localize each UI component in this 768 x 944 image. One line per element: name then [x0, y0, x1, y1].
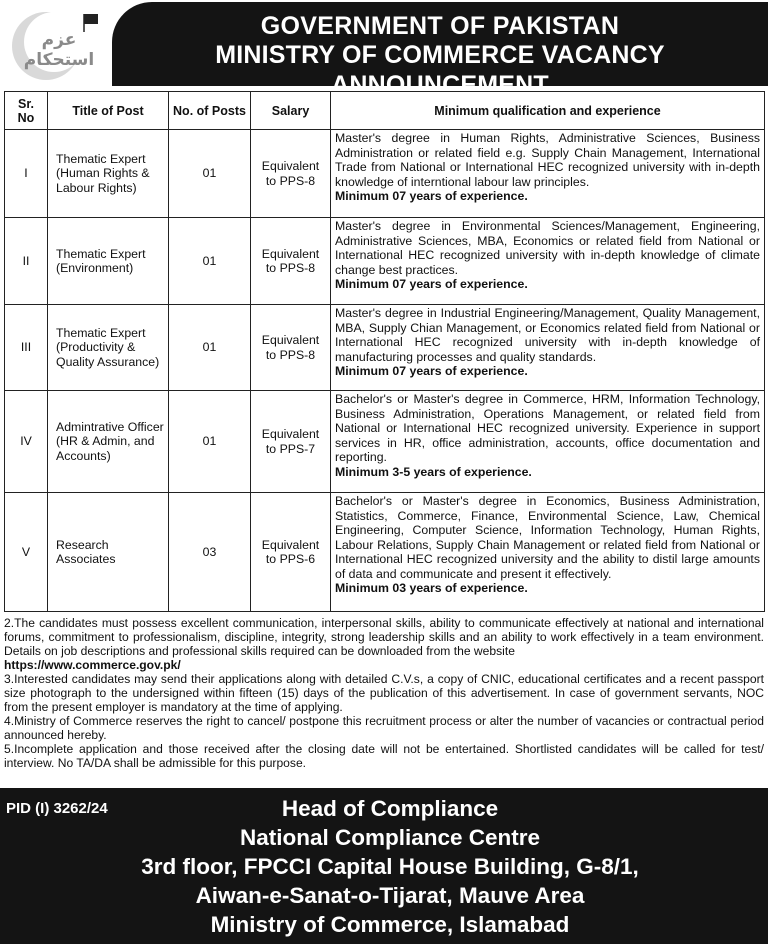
note-5: 5.Incomplete application and those received after the closing date will not be entertained. Shortlisted candidates will be called for test/ interview. No TA/DA shall be admissible for this purpose.	[4, 742, 764, 770]
vacancy-table	[4, 91, 765, 612]
address-line: Aiwan-e-Sanat-o-Tijarat, Mauve Area	[195, 883, 585, 908]
azm-e-istehkam-logo	[6, 4, 106, 84]
qualification-text: Master's degree in Human Rights, Administrative Sciences, Business Administration or related field e.g. Supply Chain Management, International Trade from National or International HEC recognized university with in-depth knowledge of interntional labour law principles.	[335, 131, 760, 189]
address-line: Ministry of Commerce, Islamabad	[210, 912, 570, 937]
row-salary: Equivalent to PPS-8	[251, 305, 331, 391]
experience-text: Minimum 07 years of experience.	[335, 189, 528, 203]
col-header-qualification: Minimum qualification and experience	[331, 92, 765, 130]
row-salary: Equivalent to PPS-8	[251, 218, 331, 305]
website-link[interactable]: https://www.commerce.gov.pk/	[4, 658, 181, 672]
experience-text: Minimum 07 years of experience.	[335, 277, 528, 291]
col-header-posts: No. of Posts	[169, 92, 251, 130]
footer-banner	[0, 788, 768, 944]
row-posts: 01	[169, 130, 251, 218]
notes-section	[4, 616, 764, 770]
row-sr: V	[5, 493, 48, 612]
note-2-text: 2.The candidates must possess excellent communication, interpersonal skills, ability to communicate effectively at national and international forums, commitment to professionalism, discipline, integrity, strong leadership skills and an ability to work effectively in a team environment. Details on job descriptions and professional skills required can be downloaded from the website	[4, 616, 764, 658]
row-salary: Equivalent to PPS-7	[251, 391, 331, 493]
experience-text: Minimum 07 years of experience.	[335, 364, 528, 378]
row-title: Admintrative Officer (HR & Admin, and Accounts)	[48, 391, 169, 493]
col-header-sr: Sr. No	[5, 92, 48, 130]
row-salary: Equivalent to PPS-6	[251, 493, 331, 612]
pid-number: PID (I) 3262/24	[6, 800, 108, 817]
experience-text: Minimum 03 years of experience.	[335, 581, 528, 595]
row-title: Thematic Expert (Environment)	[48, 218, 169, 305]
row-sr: IV	[5, 391, 48, 493]
row-posts: 01	[169, 391, 251, 493]
note-2	[4, 616, 764, 672]
col-header-salary: Salary	[251, 92, 331, 130]
note-4: 4.Ministry of Commerce reserves the right to cancel/ postpone this recruitment process or alter the number of vacancies or contractual period announced hereby.	[4, 714, 764, 742]
qualification-text: Bachelor's or Master's degree in Economics, Business Administration, Statistics, Commerce, Finance, Environmental Science, Law, Chemical Engineering, Computer Science, Information Technology, Human Rights, Labour Relations, Supply Chain Management or related field from National or International HEC recognized university and the ability to distil large amounts of data and communicate and present it effectively.	[335, 494, 760, 581]
row-posts: 01	[169, 218, 251, 305]
table-row	[5, 130, 765, 218]
col-header-title: Title of Post	[48, 92, 169, 130]
row-salary: Equivalent to PPS-8	[251, 130, 331, 218]
row-qualification	[331, 391, 765, 493]
address-line: Head of Compliance	[281, 796, 499, 821]
row-posts: 01	[169, 305, 251, 391]
qualification-text: Master's degree in Industrial Engineering/Management, Quality Management, MBA, Supply Chian Management, or Economics related field from National or International HEC recognized university with in-depth knowledge of manufacturing processes and quality standards.	[335, 306, 760, 364]
note-3: 3.Interested candidates may send their applications along with detailed C.V.s, a copy of CNIC, educational certificates and a recent passport size photograph to the undersigned within fifteen (15) days of the publication of this advertisement. In case of government servants, NOC from the present employer is mandatory at the time of applying.	[4, 672, 764, 714]
qualification-text: Bachelor's or Master's degree in Commerce, HRM, Information Technology, Business Administration, Operations Management, or related field from National or International HEC recognized university. Experience in support services in HR, office administration, accounts, office documentation and reporting.	[335, 392, 760, 464]
row-posts: 03	[169, 493, 251, 612]
address-line: 3rd floor, FPCCI Capital House Building, G-8/1,	[141, 854, 639, 879]
header-banner	[112, 2, 768, 99]
row-qualification	[331, 493, 765, 612]
qualification-text: Master's degree in Environmental Sciences/Management, Engineering, Administrative Sciences, MBA, Economics or related field from National or International HEC recognized university with in-depth knowledge of climate change best practices.	[335, 219, 760, 277]
row-qualification	[331, 130, 765, 218]
row-sr: III	[5, 305, 48, 391]
header	[0, 0, 768, 99]
table-row	[5, 391, 765, 493]
government-title: GOVERNMENT OF PAKISTAN	[260, 12, 620, 40]
contact-address	[110, 794, 670, 939]
row-qualification	[331, 305, 765, 391]
table-row	[5, 493, 765, 612]
address-line: National Compliance Centre	[239, 825, 541, 850]
table-row	[5, 305, 765, 391]
table-header-row	[5, 92, 765, 130]
row-sr: I	[5, 130, 48, 218]
row-title: Research Associates	[48, 493, 169, 612]
row-qualification	[331, 218, 765, 305]
row-sr: II	[5, 218, 48, 305]
logo-text: عزم استحکام	[23, 30, 95, 70]
row-title: Thematic Expert (Productivity & Quality Assurance)	[48, 305, 169, 391]
table-row	[5, 218, 765, 305]
experience-text: Minimum 3-5 years of experience.	[335, 464, 532, 479]
row-title: Thematic Expert (Human Rights & Labour Rights)	[48, 130, 169, 218]
announcement-title: MINISTRY OF COMMERCE VACANCY ANNOUNCEMENT	[215, 41, 665, 99]
